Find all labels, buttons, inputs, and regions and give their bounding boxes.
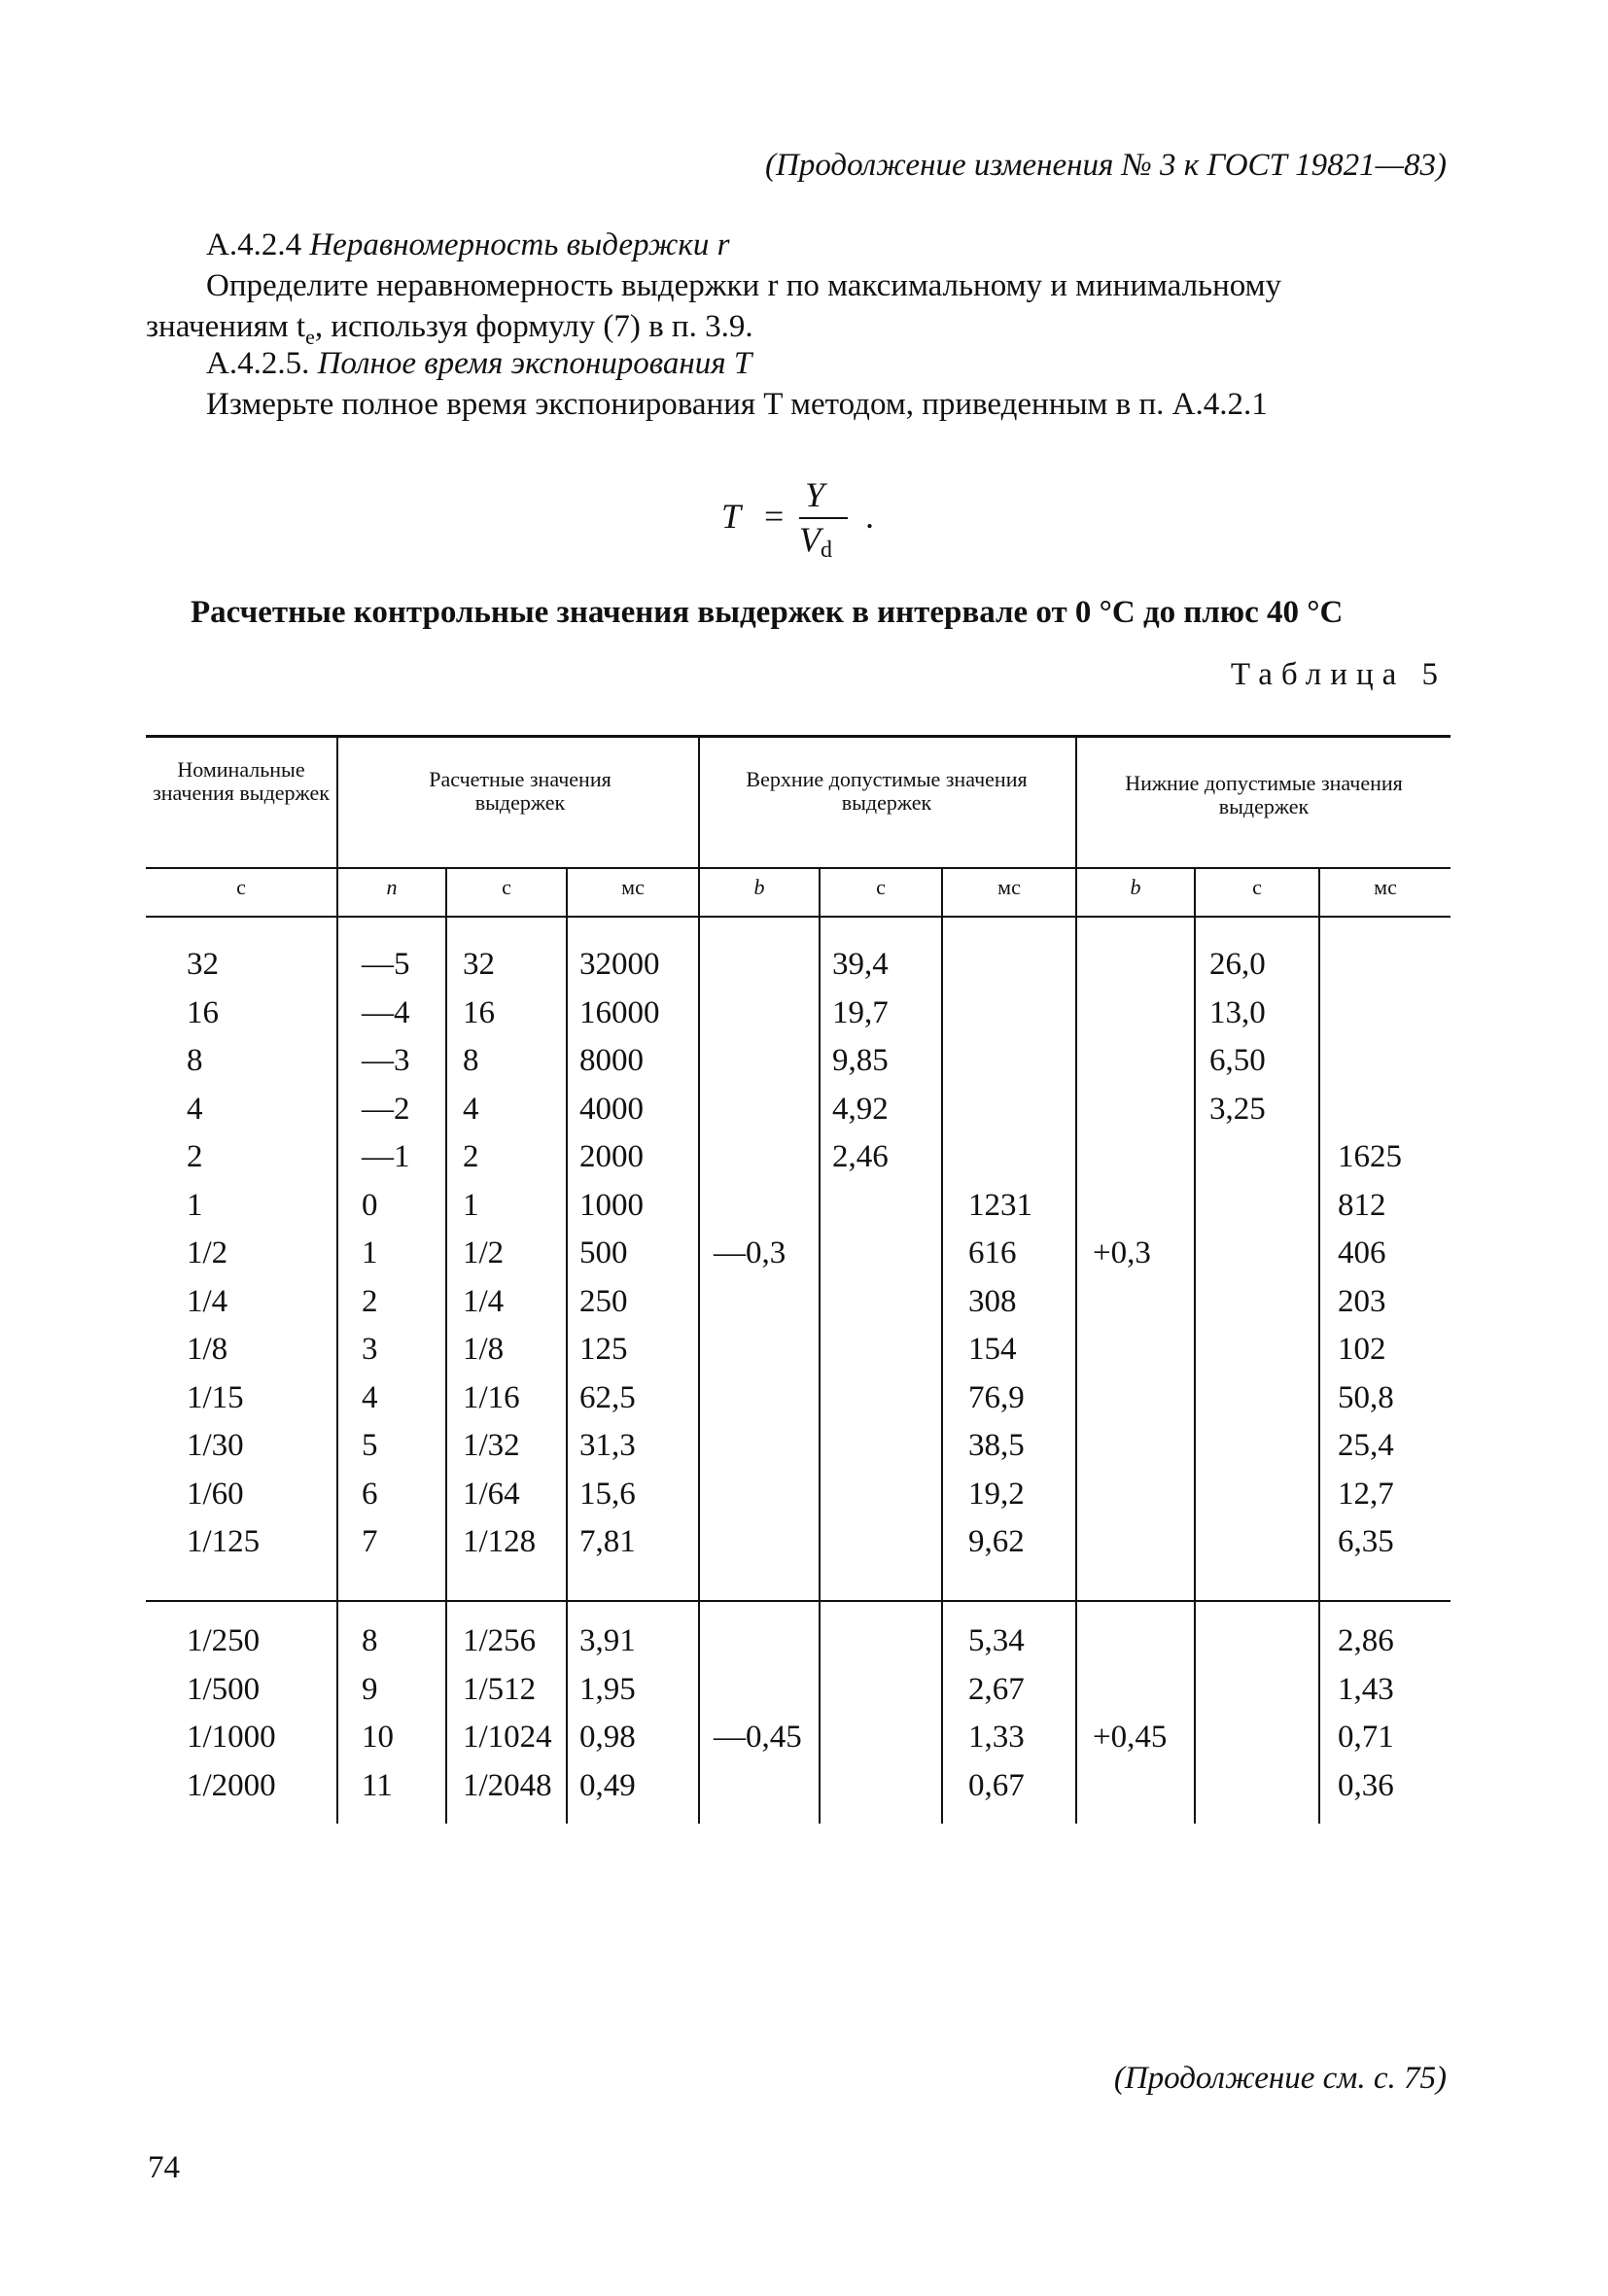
cell-lower-ms: 50,8	[1338, 1379, 1394, 1415]
cell-calc-ms: 1,95	[579, 1671, 636, 1707]
cell-calc-ms: 1000	[579, 1187, 644, 1223]
cell-upper-s: 39,4	[832, 947, 889, 982]
cell-calc-ms: 500	[579, 1235, 628, 1270]
cell-calc-s: 1/32	[463, 1428, 520, 1463]
cell-n: 11	[362, 1767, 393, 1803]
cell-upper-ms: 5,34	[968, 1623, 1025, 1658]
cell-n: 10	[362, 1720, 394, 1755]
cell-n: 4	[362, 1379, 378, 1415]
cell-nominal: 1/2000	[187, 1767, 276, 1803]
unit-nominal-s: с	[236, 875, 246, 899]
unit-calc-ms: мс	[621, 875, 645, 899]
unit-n: n	[386, 875, 398, 899]
cell-calc-s: 16	[463, 994, 495, 1030]
footer-continuation: (Продолжение см. с. 75)	[1113, 2061, 1447, 2096]
cell-upper-ms: 76,9	[968, 1379, 1025, 1415]
formula-numerator: Y	[805, 475, 825, 514]
cell-calc-s: 1/256	[463, 1623, 537, 1658]
cell-lower-ms: 812	[1338, 1187, 1386, 1223]
cell-n: —5	[362, 947, 410, 982]
unit-upper-s: с	[876, 875, 886, 899]
cell-upper-ms: 308	[968, 1283, 1017, 1319]
section-a424-line2	[146, 309, 753, 350]
table-title: Расчетные контрольные значения выдержек в интервале от 0 °С до плюс 40 °С	[191, 595, 1344, 630]
cell-nominal: 1/4	[187, 1283, 228, 1319]
cell-n: 1	[362, 1235, 378, 1270]
cell-calc-ms: 4000	[579, 1091, 644, 1127]
cell-n: 6	[362, 1476, 378, 1512]
cell-nominal: 1/500	[187, 1671, 261, 1707]
formula-total-time	[721, 474, 916, 562]
cell-upper-ms: 38,5	[968, 1428, 1025, 1463]
cell-calc-s: 1/4	[463, 1283, 505, 1319]
cell-lower-b: +0,3	[1093, 1235, 1151, 1270]
cell-nominal: 2	[187, 1139, 203, 1174]
table-vline-8	[1194, 867, 1196, 1824]
formula-lhs: T	[721, 497, 742, 536]
cell-n: 0	[362, 1187, 378, 1223]
table-vline-9	[1318, 867, 1320, 1824]
table-vline-5	[819, 867, 821, 1824]
formula-denominator	[799, 519, 832, 564]
header-nominal: Номинальные значения выдержек	[153, 757, 330, 805]
cell-calc-ms: 250	[579, 1283, 628, 1319]
cell-calc-s: 1/1024	[463, 1720, 552, 1755]
cell-upper-ms: 616	[968, 1235, 1017, 1270]
cell-calc-ms: 7,81	[579, 1524, 636, 1559]
cell-upper-ms: 154	[968, 1332, 1017, 1367]
cell-upper-s: 4,92	[832, 1091, 889, 1127]
cell-upper-ms: 9,62	[968, 1524, 1025, 1559]
section-a424-line1: Определите неравномерность выдержки r по максимальному и минимальному	[206, 268, 1282, 303]
cell-upper-b: —0,45	[714, 1720, 802, 1755]
cell-calc-ms: 3,91	[579, 1623, 636, 1658]
cell-lower-ms: 0,71	[1338, 1720, 1394, 1755]
cell-nominal: 1	[187, 1187, 203, 1223]
cell-calc-ms: 31,3	[579, 1428, 636, 1463]
cell-upper-ms: 2,67	[968, 1671, 1025, 1707]
cell-calc-ms: 15,6	[579, 1476, 636, 1512]
cell-calc-s: 1/8	[463, 1332, 505, 1367]
cell-upper-ms: 1231	[968, 1187, 1032, 1223]
cell-calc-s: 32	[463, 947, 495, 982]
formula-equals: =	[764, 497, 785, 536]
cell-n: 7	[362, 1524, 378, 1559]
cell-nominal: 1/8	[187, 1332, 228, 1367]
cell-nominal: 1/60	[187, 1476, 244, 1512]
cell-upper-ms: 1,33	[968, 1720, 1025, 1755]
header-lower: Нижние допустимые значения выдержек	[1125, 771, 1403, 818]
section-a425-line1: Измерьте полное время экспонирования T методом, приведенным в п. А.4.2.1	[206, 387, 1268, 422]
cell-nominal: 1/30	[187, 1428, 244, 1463]
page-number: 74	[148, 2150, 180, 2185]
cell-lower-s: 13,0	[1209, 994, 1266, 1030]
cell-nominal: 8	[187, 1043, 203, 1078]
cell-n: 2	[362, 1283, 378, 1319]
cell-upper-ms: 0,67	[968, 1767, 1025, 1803]
cell-calc-ms: 8000	[579, 1043, 644, 1078]
table-rule-top	[146, 735, 1451, 738]
cell-n: —2	[362, 1091, 410, 1127]
cell-lower-ms: 25,4	[1338, 1428, 1394, 1463]
cell-upper-s: 9,85	[832, 1043, 889, 1078]
table-vline-6	[941, 867, 943, 1824]
unit-lower-ms: мс	[1374, 875, 1397, 899]
cell-n: 9	[362, 1671, 378, 1707]
cell-nominal: 32	[187, 947, 219, 982]
unit-lower-s: с	[1252, 875, 1262, 899]
unit-upper-b: b	[753, 875, 765, 899]
cell-calc-s: 1/16	[463, 1379, 520, 1415]
cell-lower-s: 6,50	[1209, 1043, 1266, 1078]
cell-calc-s: 1/2048	[463, 1767, 552, 1803]
section-a424-line2-end: , используя формулу (7) в п. 3.9.	[314, 309, 753, 344]
cell-lower-ms: 12,7	[1338, 1476, 1394, 1512]
section-a424-line2-subscript: e	[305, 325, 315, 349]
cell-calc-s: 1	[463, 1187, 479, 1223]
cell-calc-s: 2	[463, 1139, 479, 1174]
cell-nominal: 1/2	[187, 1235, 228, 1270]
cell-nominal: 1/250	[187, 1623, 261, 1658]
cell-lower-ms: 102	[1338, 1332, 1386, 1367]
cell-calc-ms: 62,5	[579, 1379, 636, 1415]
cell-nominal: 1/125	[187, 1524, 261, 1559]
cell-calc-s: 1/64	[463, 1476, 520, 1512]
header-upper: Верхние допустимые значения выдержек	[746, 767, 1028, 815]
cell-upper-ms: 19,2	[968, 1476, 1025, 1512]
cell-calc-s: 8	[463, 1043, 479, 1078]
cell-calc-s: 4	[463, 1091, 479, 1127]
header-continuation: (Продолжение изменения № 3 к ГОСТ 19821—83)	[765, 148, 1447, 183]
cell-n: 8	[362, 1623, 378, 1658]
cell-calc-ms: 2000	[579, 1139, 644, 1174]
cell-lower-ms: 2,86	[1338, 1623, 1394, 1658]
cell-lower-s: 3,25	[1209, 1091, 1266, 1127]
cell-n: 3	[362, 1332, 378, 1367]
section-a424-line2-start: значениям t	[146, 309, 306, 344]
cell-calc-s: 1/512	[463, 1671, 537, 1707]
cell-upper-b: —0,3	[714, 1235, 787, 1270]
cell-calc-s: 1/2	[463, 1235, 505, 1270]
table-rule-block-separator	[146, 1600, 1451, 1602]
table-vline-3	[566, 867, 568, 1824]
section-a425-number: А.4.2.5.	[206, 346, 310, 381]
cell-calc-ms: 0,98	[579, 1720, 636, 1755]
cell-lower-b: +0,45	[1093, 1720, 1168, 1755]
cell-nominal: 4	[187, 1091, 203, 1127]
cell-nominal: 16	[187, 994, 219, 1030]
cell-calc-s: 1/128	[463, 1524, 537, 1559]
section-a425-heading	[206, 346, 752, 382]
section-a424-heading	[206, 227, 729, 263]
header-calculated: Расчетные значения выдержек	[429, 767, 612, 815]
formula-denominator-symbol: V	[799, 520, 821, 559]
unit-lower-b: b	[1130, 875, 1141, 899]
cell-n: —4	[362, 994, 410, 1030]
cell-lower-ms: 0,36	[1338, 1767, 1394, 1803]
table-vline-2	[445, 867, 447, 1824]
cell-lower-ms: 1,43	[1338, 1671, 1394, 1707]
cell-n: 5	[362, 1428, 378, 1463]
formula-denominator-subscript: d	[821, 538, 832, 563]
cell-upper-s: 19,7	[832, 994, 889, 1030]
formula-period: .	[865, 497, 874, 536]
section-a424-number: А.4.2.4	[206, 227, 302, 262]
cell-lower-ms: 6,35	[1338, 1524, 1394, 1559]
unit-upper-ms: мс	[997, 875, 1021, 899]
section-a425-title: Полное время экспонирования T	[317, 346, 752, 381]
section-a424-title: Неравномерность выдержки r	[309, 227, 730, 262]
cell-lower-ms: 203	[1338, 1283, 1386, 1319]
cell-n: —3	[362, 1043, 410, 1078]
table-rule-header-bottom	[146, 867, 1451, 869]
cell-lower-ms: 1625	[1338, 1139, 1402, 1174]
unit-calc-s: с	[502, 875, 511, 899]
cell-calc-ms: 0,49	[579, 1767, 636, 1803]
cell-nominal: 1/1000	[187, 1720, 276, 1755]
cell-calc-ms: 32000	[579, 947, 660, 982]
cell-upper-s: 2,46	[832, 1139, 889, 1174]
cell-lower-s: 26,0	[1209, 947, 1266, 982]
cell-nominal: 1/15	[187, 1379, 244, 1415]
cell-n: —1	[362, 1139, 410, 1174]
cell-lower-ms: 406	[1338, 1235, 1386, 1270]
cell-calc-ms: 16000	[579, 994, 660, 1030]
table-rule-units-bottom	[146, 916, 1451, 918]
cell-calc-ms: 125	[579, 1332, 628, 1367]
table-label: Таблица 5	[1230, 657, 1447, 692]
